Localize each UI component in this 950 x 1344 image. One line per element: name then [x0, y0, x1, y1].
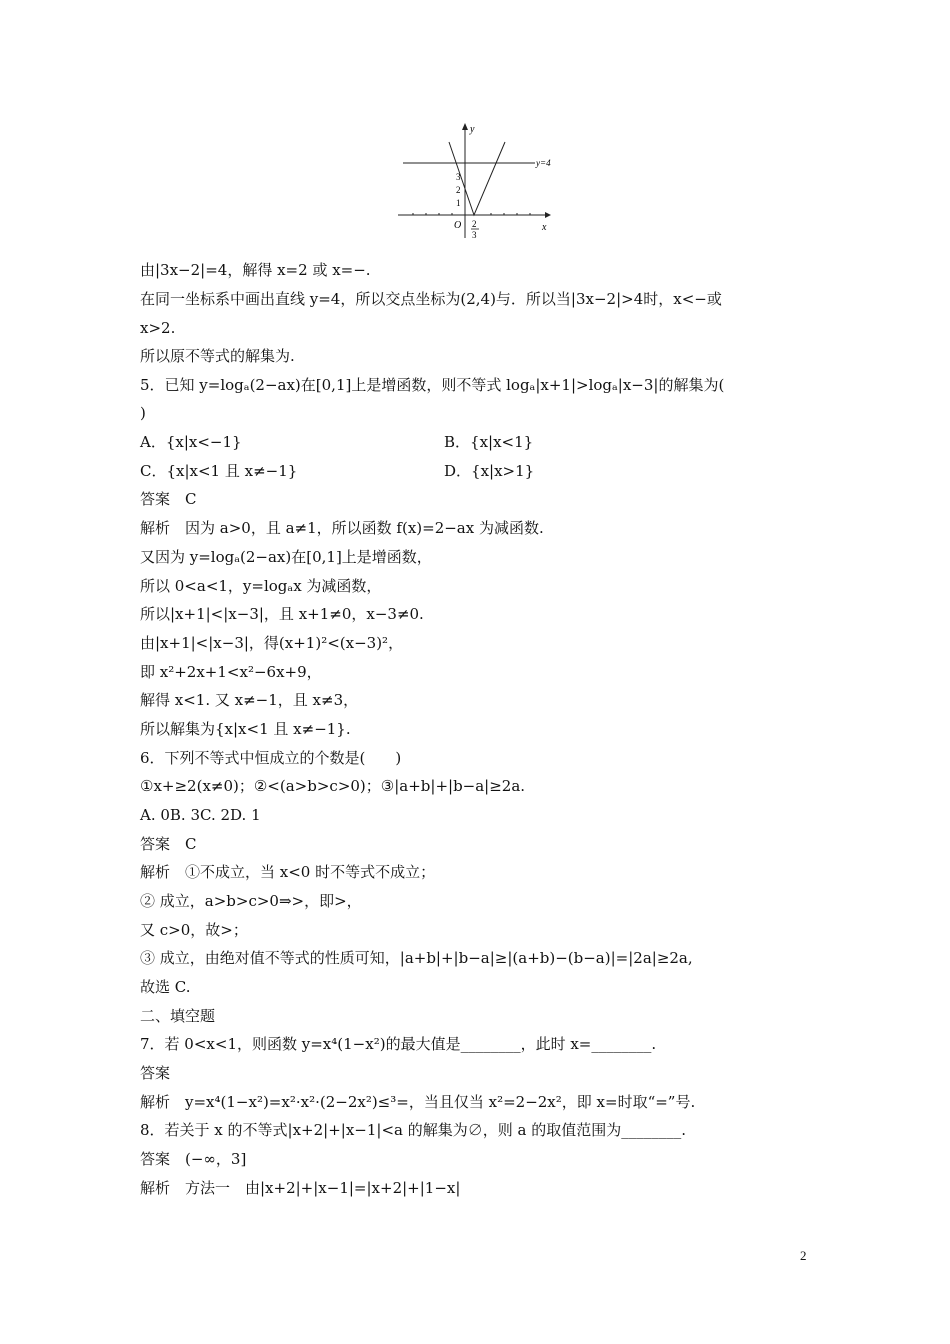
answer-line: 答案 C [140, 835, 197, 853]
text-line: ) [140, 404, 146, 422]
analysis-line: 解析 因为 a>0，且 a≠1，所以函数 f(x)=2−ax 为减函数. [140, 519, 544, 537]
origin-label: O [454, 220, 462, 231]
x-axis-label: x [542, 222, 547, 233]
option-d: D．{x|x>1} [444, 462, 535, 480]
option-a: A．{x|x<−1} [140, 433, 242, 451]
answer-line: 答案 C [140, 490, 197, 508]
text-line: ② 成立，a>b>c>0⇒>，即>， [140, 892, 362, 910]
text-line: 由|3x−2|=4，解得 x=2 或 x=−. [140, 261, 371, 279]
analysis-line: 解析 y=x⁴(1−x²)=x²·x²·(2−2x²)≤³=，当且仅当 x²=2−2x²，即 x=时取“=”号. [140, 1093, 696, 1111]
option-b: B．{x|x<1} [444, 433, 534, 451]
tick-label-2: 2 [456, 185, 461, 195]
x-axis-arrow [545, 212, 551, 218]
tick-label-3: 3 [456, 172, 461, 182]
options-line: A. 0B. 3C. 2D. 1 [140, 806, 261, 824]
text-line: 故选 C. [140, 978, 191, 996]
y-axis-label: y [470, 124, 475, 135]
question-8: 8．若关于 x 的不等式|x+2|+|x−1|<a 的解集为∅，则 a 的取值范围为________. [140, 1121, 686, 1139]
option-c: C．{x|x<1 且 x≠−1} [140, 462, 298, 480]
question-6: 6．下列不等式中恒成立的个数是( ) [140, 749, 402, 767]
text-line: 所以解集为{x|x<1 且 x≠−1}. [140, 720, 351, 738]
answer-line: 答案 [140, 1064, 171, 1082]
text-line: 在同一坐标系中画出直线 y=4，所以交点坐标为(2,4)与．所以当|3x−2|>4时，x<−或 [140, 290, 722, 308]
analysis-line: 解析 ①不成立，当 x<0 时不等式不成立； [140, 863, 436, 881]
text-line: 所以 0<a<1，y=logₐx 为减函数， [140, 577, 382, 595]
tick-label-1: 1 [456, 198, 461, 208]
y-axis-arrow [462, 123, 468, 130]
text-line: ③ 成立，由绝对值不等式的性质可知，|a+b|+|b−a|≥|(a+b)−(b−a)|=|2a|≥2a, [140, 949, 693, 967]
page-number: 2 [800, 1248, 807, 1263]
answer-line: 答案 (−∞，3] [140, 1150, 247, 1168]
text-line: 又因为 y=logₐ(2−ax)在[0,1]上是增函数， [140, 548, 432, 566]
text-line: 所以原不等式的解集为. [140, 347, 295, 365]
text-line: ①x+≥2(x≠0)；②<(a>b>c>0)；③|a+b|+|b−a|≥2a. [140, 777, 526, 795]
tick-fraction-numerator: 2 [472, 219, 477, 229]
analysis-line: 解析 方法一 由|x+2|+|x−1|=|x+2|+|1−x| [140, 1179, 461, 1197]
tick-fraction-denominator: 3 [472, 230, 477, 240]
question-5: 5．已知 y=logₐ(2−ax)在[0,1]上是增函数，则不等式 logₐ|x+1|>logₐ|x−3|的解集为( [140, 376, 725, 394]
text-line: 所以|x+1|<|x−3|，且 x+1≠0，x−3≠0. [140, 605, 424, 623]
section-heading: 二、填空题 [140, 1007, 216, 1025]
text-line: 又 c>0，故>； [140, 921, 248, 939]
graph-figure [395, 120, 560, 245]
text-line: 解得 x<1. 又 x≠−1，且 x≠3， [140, 691, 359, 709]
question-7: 7．若 0<x<1，则函数 y=x⁴(1−x²)的最大值是________，此时 x=________. [140, 1035, 657, 1053]
text-line: 由|x+1|<|x−3|，得(x+1)²<(x−3)²， [140, 634, 404, 652]
text-line: x>2. [140, 319, 176, 337]
text-line: 即 x²+2x+1<x²−6x+9， [140, 663, 322, 681]
line-label: y=4 [536, 158, 551, 168]
